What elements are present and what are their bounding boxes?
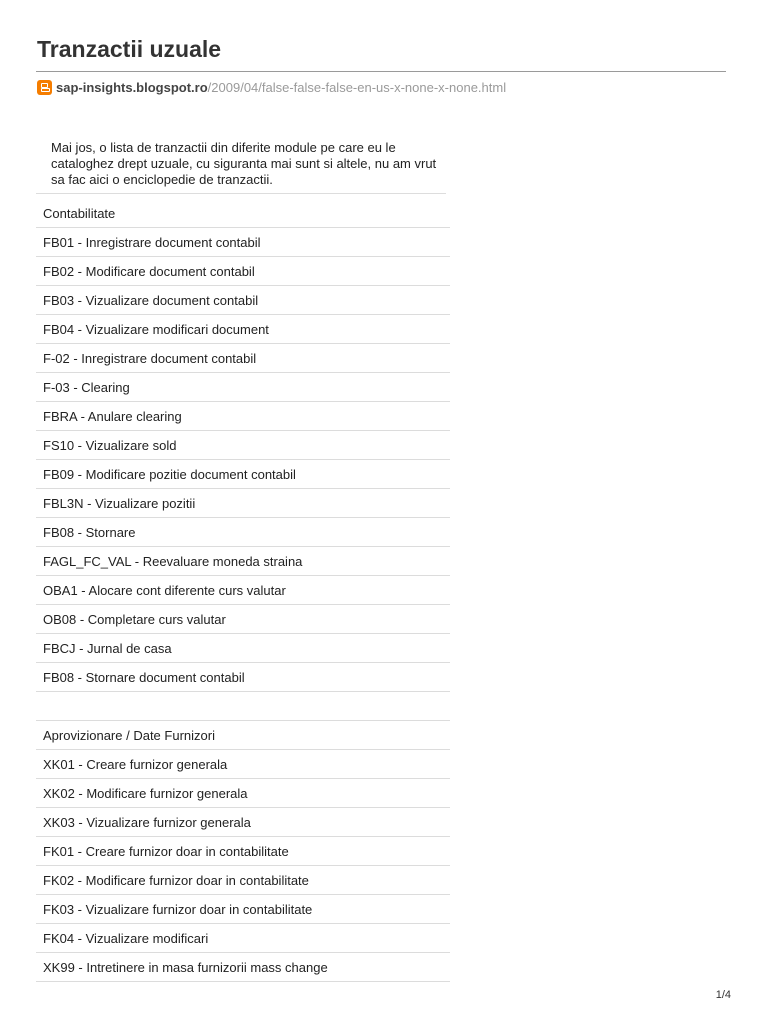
blogger-icon [37,80,52,95]
transaction-row: XK03 - Vizualizare furnizor generala [36,808,450,837]
section-header: Aprovizionare / Date Furnizori [36,721,450,750]
transaction-row: FK01 - Creare furnizor doar in contabilitate [36,837,450,866]
transaction-row: FK03 - Vizualizare furnizor doar in contabilitate [36,895,450,924]
transaction-row: XK01 - Creare furnizor generala [36,750,450,779]
source-line [37,79,506,95]
transaction-row: FK02 - Modificare furnizor doar in contabilitate [36,866,450,895]
transaction-row: FB01 - Inregistrare document contabil [36,228,450,257]
section-header: Contabilitate [36,199,450,228]
transaction-row: FB08 - Stornare document contabil [36,663,450,692]
transaction-row: FB02 - Modificare document contabil [36,257,450,286]
source-path-link[interactable]: /2009/04/false-false-false-en-us-x-none-x-none.html [207,79,507,95]
transaction-row: XK99 - Intretinere in masa furnizorii mass change [36,953,450,982]
transaction-row: FBRA - Anulare clearing [36,402,450,431]
intro-divider [36,193,446,194]
transaction-row: OBA1 - Alocare cont diferente curs valutar [36,576,450,605]
blank-row [36,692,450,721]
transaction-row: XK02 - Modificare furnizor generala [36,779,450,808]
page-number: 1/4 [715,989,731,1001]
transaction-row: FB03 - Vizualizare document contabil [36,286,450,315]
transaction-row: FS10 - Vizualizare sold [36,431,450,460]
transaction-row: FBCJ - Jurnal de casa [36,634,450,663]
transaction-row: FB08 - Stornare [36,518,450,547]
transaction-row: FB09 - Modificare pozitie document contabil [36,460,450,489]
transaction-row: FK04 - Vizualizare modificari [36,924,450,953]
intro-paragraph: Mai jos, o lista de tranzactii din diferite module pe care eu le cataloghez drept uzuale, cu siguranta mai sunt si altele, nu am vrut sa fac aici o enciclopedie de tranzactii. [51,140,437,187]
transaction-list [36,199,450,982]
transaction-row: OB08 - Completare curs valutar [36,605,450,634]
transaction-row: FAGL_FC_VAL - Reevaluare moneda straina [36,547,450,576]
transaction-row: FBL3N - Vizualizare pozitii [36,489,450,518]
transaction-row: F-03 - Clearing [36,373,450,402]
transaction-row: FB04 - Vizualizare modificari document [36,315,450,344]
transaction-row: F-02 - Inregistrare document contabil [36,344,450,373]
source-domain-link[interactable]: sap-insights.blogspot.ro [56,79,208,95]
page-title: Tranzactii uzuale [37,36,222,62]
title-divider [36,71,726,72]
